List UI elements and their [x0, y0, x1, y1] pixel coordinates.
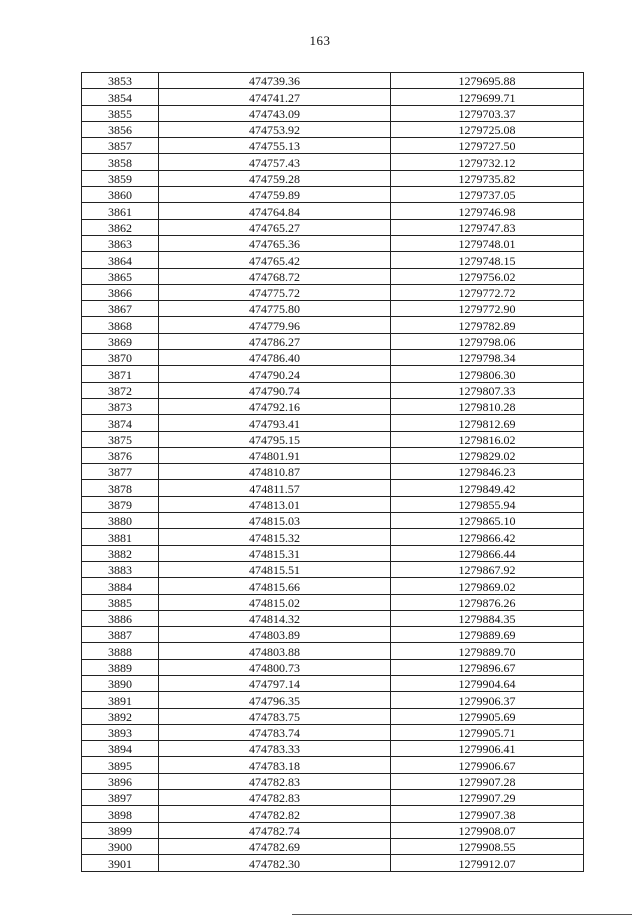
- x-coordinate-cell: 474810.87: [159, 464, 391, 480]
- y-coordinate-cell: 1279884.35: [391, 610, 584, 626]
- x-coordinate-cell: 474792.16: [159, 398, 391, 414]
- x-coordinate-cell: 474782.69: [159, 838, 391, 854]
- scan-edge-line: [292, 914, 632, 915]
- table-row: [82, 659, 584, 675]
- y-coordinate-cell: 1279747.83: [391, 219, 584, 235]
- y-coordinate-cell: 1279829.02: [391, 447, 584, 463]
- x-coordinate-cell: 474790.74: [159, 382, 391, 398]
- table-row: [82, 773, 584, 789]
- point-number-cell: 3879: [82, 496, 159, 512]
- x-coordinate-cell: 474764.84: [159, 203, 391, 219]
- x-coordinate-cell: 474795.15: [159, 431, 391, 447]
- table-row: [82, 496, 584, 512]
- table-row: [82, 513, 584, 529]
- y-coordinate-cell: 1279772.72: [391, 284, 584, 300]
- point-number-cell: 3884: [82, 578, 159, 594]
- table-row: [82, 415, 584, 431]
- point-number-cell: 3863: [82, 235, 159, 251]
- x-coordinate-cell: 474739.36: [159, 73, 391, 89]
- x-coordinate-cell: 474814.32: [159, 610, 391, 626]
- point-number-cell: 3892: [82, 708, 159, 724]
- point-number-cell: 3876: [82, 447, 159, 463]
- y-coordinate-cell: 1279703.37: [391, 105, 584, 121]
- point-number-cell: 3886: [82, 610, 159, 626]
- y-coordinate-cell: 1279727.50: [391, 138, 584, 154]
- point-number-cell: 3887: [82, 627, 159, 643]
- table-row: [82, 741, 584, 757]
- point-number-cell: 3897: [82, 790, 159, 806]
- x-coordinate-cell: 474782.83: [159, 790, 391, 806]
- table-row: [82, 203, 584, 219]
- table-row: [82, 545, 584, 561]
- y-coordinate-cell: 1279904.64: [391, 675, 584, 691]
- point-number-cell: 3896: [82, 773, 159, 789]
- x-coordinate-cell: 474790.24: [159, 366, 391, 382]
- x-coordinate-cell: 474815.03: [159, 513, 391, 529]
- y-coordinate-cell: 1279748.01: [391, 235, 584, 251]
- y-coordinate-cell: 1279810.28: [391, 398, 584, 414]
- point-number-cell: 3888: [82, 643, 159, 659]
- y-coordinate-cell: 1279756.02: [391, 268, 584, 284]
- table-row: [82, 431, 584, 447]
- y-coordinate-cell: 1279912.07: [391, 855, 584, 871]
- x-coordinate-cell: 474775.80: [159, 301, 391, 317]
- point-number-cell: 3875: [82, 431, 159, 447]
- table-row: [82, 252, 584, 268]
- y-coordinate-cell: 1279737.05: [391, 187, 584, 203]
- point-number-cell: 3856: [82, 121, 159, 137]
- y-coordinate-cell: 1279772.90: [391, 301, 584, 317]
- x-coordinate-cell: 474813.01: [159, 496, 391, 512]
- x-coordinate-cell: 474786.40: [159, 350, 391, 366]
- x-coordinate-cell: 474801.91: [159, 447, 391, 463]
- table-row: [82, 121, 584, 137]
- y-coordinate-cell: 1279735.82: [391, 170, 584, 186]
- x-coordinate-cell: 474803.89: [159, 627, 391, 643]
- table-row: [82, 219, 584, 235]
- y-coordinate-cell: 1279846.23: [391, 464, 584, 480]
- point-number-cell: 3900: [82, 838, 159, 854]
- x-coordinate-cell: 474786.27: [159, 333, 391, 349]
- y-coordinate-cell: 1279695.88: [391, 73, 584, 89]
- table-row: [82, 138, 584, 154]
- y-coordinate-cell: 1279866.44: [391, 545, 584, 561]
- table-row: [82, 154, 584, 170]
- y-coordinate-cell: 1279748.15: [391, 252, 584, 268]
- x-coordinate-cell: 474815.51: [159, 561, 391, 577]
- table-row: [82, 806, 584, 822]
- y-coordinate-cell: 1279905.69: [391, 708, 584, 724]
- x-coordinate-cell: 474759.28: [159, 170, 391, 186]
- x-coordinate-cell: 474757.43: [159, 154, 391, 170]
- x-coordinate-cell: 474796.35: [159, 692, 391, 708]
- point-number-cell: 3865: [82, 268, 159, 284]
- x-coordinate-cell: 474753.92: [159, 121, 391, 137]
- point-number-cell: 3857: [82, 138, 159, 154]
- point-number-cell: 3873: [82, 398, 159, 414]
- y-coordinate-cell: 1279855.94: [391, 496, 584, 512]
- table-row: [82, 643, 584, 659]
- x-coordinate-cell: 474775.72: [159, 284, 391, 300]
- point-number-cell: 3882: [82, 545, 159, 561]
- x-coordinate-cell: 474765.27: [159, 219, 391, 235]
- point-number-cell: 3901: [82, 855, 159, 871]
- y-coordinate-cell: 1279867.92: [391, 561, 584, 577]
- table-row: [82, 675, 584, 691]
- y-coordinate-cell: 1279806.30: [391, 366, 584, 382]
- point-number-cell: 3854: [82, 89, 159, 105]
- table-row: [82, 822, 584, 838]
- point-number-cell: 3883: [82, 561, 159, 577]
- y-coordinate-cell: 1279866.42: [391, 529, 584, 545]
- y-coordinate-cell: 1279699.71: [391, 89, 584, 105]
- x-coordinate-cell: 474782.83: [159, 773, 391, 789]
- y-coordinate-cell: 1279889.70: [391, 643, 584, 659]
- x-coordinate-cell: 474783.75: [159, 708, 391, 724]
- point-number-cell: 3891: [82, 692, 159, 708]
- x-coordinate-cell: 474800.73: [159, 659, 391, 675]
- table-row: [82, 382, 584, 398]
- y-coordinate-cell: 1279908.07: [391, 822, 584, 838]
- point-number-cell: 3872: [82, 382, 159, 398]
- y-coordinate-cell: 1279876.26: [391, 594, 584, 610]
- y-coordinate-cell: 1279746.98: [391, 203, 584, 219]
- y-coordinate-cell: 1279906.41: [391, 741, 584, 757]
- x-coordinate-cell: 474811.57: [159, 480, 391, 496]
- table-row: [82, 398, 584, 414]
- y-coordinate-cell: 1279907.38: [391, 806, 584, 822]
- y-coordinate-cell: 1279725.08: [391, 121, 584, 137]
- y-coordinate-cell: 1279906.67: [391, 757, 584, 773]
- table-row: [82, 89, 584, 105]
- x-coordinate-cell: 474759.89: [159, 187, 391, 203]
- point-number-cell: 3878: [82, 480, 159, 496]
- point-number-cell: 3899: [82, 822, 159, 838]
- point-number-cell: 3862: [82, 219, 159, 235]
- point-number-cell: 3868: [82, 317, 159, 333]
- point-number-cell: 3893: [82, 724, 159, 740]
- x-coordinate-cell: 474743.09: [159, 105, 391, 121]
- table-body: [82, 73, 584, 872]
- table-row: [82, 235, 584, 251]
- x-coordinate-cell: 474803.88: [159, 643, 391, 659]
- table-row: [82, 73, 584, 89]
- point-number-cell: 3866: [82, 284, 159, 300]
- table-row: [82, 301, 584, 317]
- x-coordinate-cell: 474797.14: [159, 675, 391, 691]
- point-number-cell: 3871: [82, 366, 159, 382]
- y-coordinate-cell: 1279732.12: [391, 154, 584, 170]
- table-row: [82, 268, 584, 284]
- table-row: [82, 757, 584, 773]
- y-coordinate-cell: 1279906.37: [391, 692, 584, 708]
- page-number: 163: [309, 33, 331, 48]
- x-coordinate-cell: 474783.33: [159, 741, 391, 757]
- table-row: [82, 724, 584, 740]
- point-number-cell: 3870: [82, 350, 159, 366]
- table-row: [82, 610, 584, 626]
- x-coordinate-cell: 474741.27: [159, 89, 391, 105]
- point-number-cell: 3885: [82, 594, 159, 610]
- table-row: [82, 529, 584, 545]
- x-coordinate-cell: 474793.41: [159, 415, 391, 431]
- table-row: [82, 561, 584, 577]
- point-number-cell: 3898: [82, 806, 159, 822]
- point-number-cell: 3864: [82, 252, 159, 268]
- point-number-cell: 3874: [82, 415, 159, 431]
- y-coordinate-cell: 1279896.67: [391, 659, 584, 675]
- y-coordinate-cell: 1279907.29: [391, 790, 584, 806]
- x-coordinate-cell: 474782.74: [159, 822, 391, 838]
- point-number-cell: 3880: [82, 513, 159, 529]
- x-coordinate-cell: 474815.31: [159, 545, 391, 561]
- table-row: [82, 838, 584, 854]
- y-coordinate-cell: 1279869.02: [391, 578, 584, 594]
- table-row: [82, 578, 584, 594]
- point-number-cell: 3890: [82, 675, 159, 691]
- table-row: [82, 284, 584, 300]
- point-number-cell: 3858: [82, 154, 159, 170]
- point-number-cell: 3861: [82, 203, 159, 219]
- table-row: [82, 692, 584, 708]
- y-coordinate-cell: 1279798.34: [391, 350, 584, 366]
- point-number-cell: 3881: [82, 529, 159, 545]
- y-coordinate-cell: 1279812.69: [391, 415, 584, 431]
- table-row: [82, 855, 584, 871]
- point-number-cell: 3860: [82, 187, 159, 203]
- point-number-cell: 3869: [82, 333, 159, 349]
- x-coordinate-cell: 474765.36: [159, 235, 391, 251]
- y-coordinate-cell: 1279908.55: [391, 838, 584, 854]
- point-number-cell: 3853: [82, 73, 159, 89]
- table-row: [82, 187, 584, 203]
- table-row: [82, 790, 584, 806]
- point-number-cell: 3859: [82, 170, 159, 186]
- table-row: [82, 480, 584, 496]
- table-row: [82, 464, 584, 480]
- table-row: [82, 708, 584, 724]
- point-number-cell: 3867: [82, 301, 159, 317]
- y-coordinate-cell: 1279807.33: [391, 382, 584, 398]
- table-row: [82, 105, 584, 121]
- y-coordinate-cell: 1279849.42: [391, 480, 584, 496]
- x-coordinate-cell: 474815.02: [159, 594, 391, 610]
- table-row: [82, 350, 584, 366]
- point-number-cell: 3895: [82, 757, 159, 773]
- y-coordinate-cell: 1279782.89: [391, 317, 584, 333]
- table-row: [82, 333, 584, 349]
- table-row: [82, 170, 584, 186]
- table-row: [82, 366, 584, 382]
- x-coordinate-cell: 474768.72: [159, 268, 391, 284]
- y-coordinate-cell: 1279905.71: [391, 724, 584, 740]
- coordinates-table: [81, 72, 584, 872]
- x-coordinate-cell: 474815.66: [159, 578, 391, 594]
- table-row: [82, 447, 584, 463]
- x-coordinate-cell: 474815.32: [159, 529, 391, 545]
- y-coordinate-cell: 1279889.69: [391, 627, 584, 643]
- point-number-cell: 3855: [82, 105, 159, 121]
- x-coordinate-cell: 474765.42: [159, 252, 391, 268]
- y-coordinate-cell: 1279865.10: [391, 513, 584, 529]
- y-coordinate-cell: 1279907.28: [391, 773, 584, 789]
- table-row: [82, 627, 584, 643]
- x-coordinate-cell: 474779.96: [159, 317, 391, 333]
- x-coordinate-cell: 474755.13: [159, 138, 391, 154]
- x-coordinate-cell: 474783.74: [159, 724, 391, 740]
- x-coordinate-cell: 474782.30: [159, 855, 391, 871]
- table-row: [82, 594, 584, 610]
- point-number-cell: 3894: [82, 741, 159, 757]
- table-row: [82, 317, 584, 333]
- y-coordinate-cell: 1279816.02: [391, 431, 584, 447]
- x-coordinate-cell: 474783.18: [159, 757, 391, 773]
- point-number-cell: 3877: [82, 464, 159, 480]
- x-coordinate-cell: 474782.82: [159, 806, 391, 822]
- y-coordinate-cell: 1279798.06: [391, 333, 584, 349]
- point-number-cell: 3889: [82, 659, 159, 675]
